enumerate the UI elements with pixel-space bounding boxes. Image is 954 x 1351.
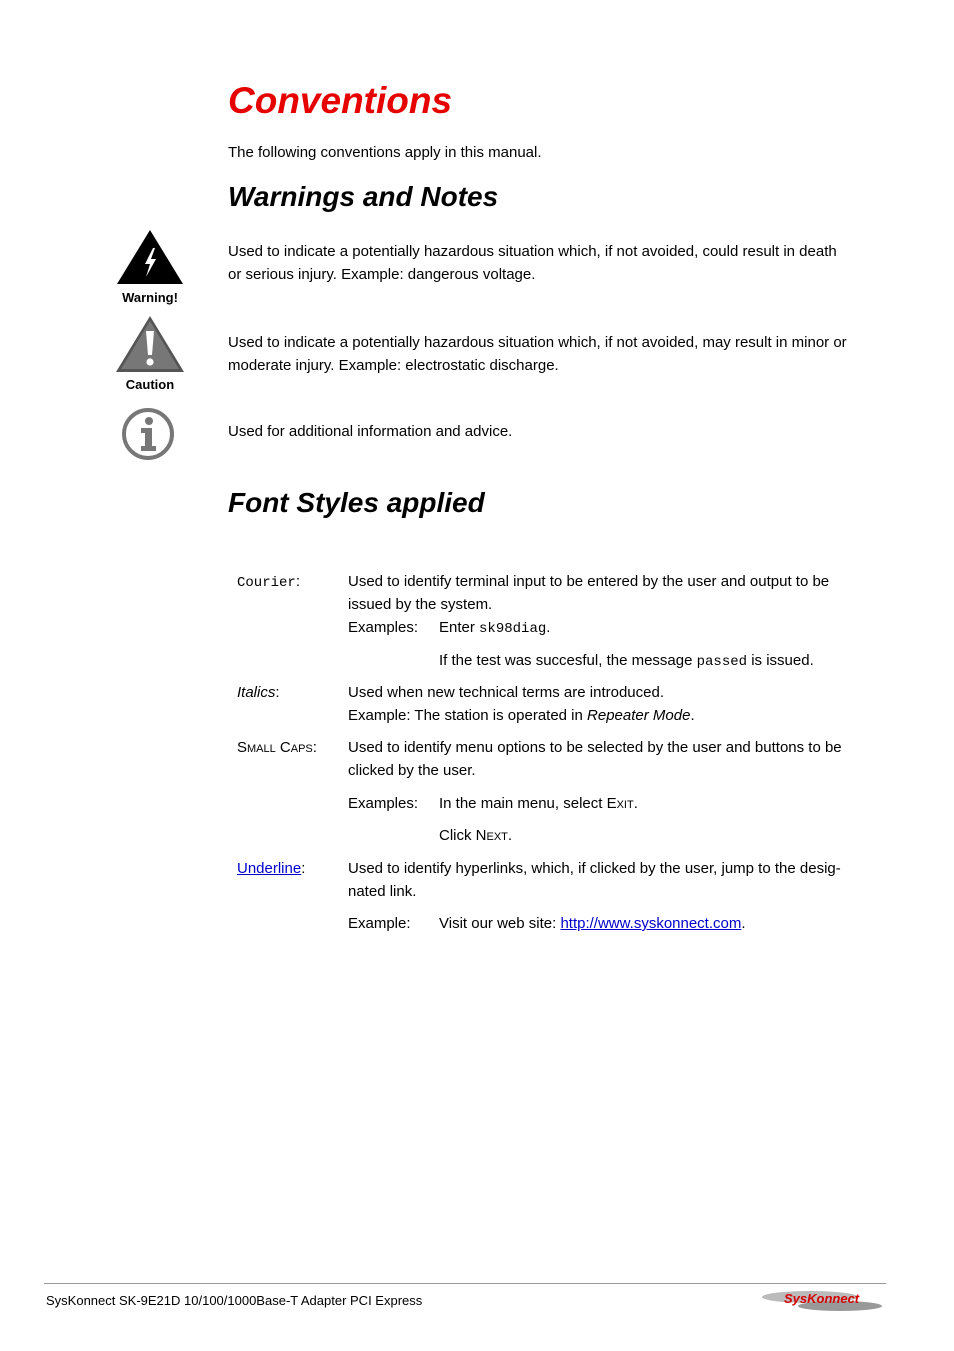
smallcaps-term: Small Caps: [237, 739, 317, 756]
courier-example-2: If the test was succesful, the message passed is issued. [439, 652, 814, 670]
footer-text: SysKonnect SK-9E21D 10/100/1000Base-T Adapter PCI Express [46, 1293, 423, 1308]
caution-icon [110, 315, 190, 373]
info-icon-block [120, 406, 176, 467]
underline-example-label: Example: [348, 915, 411, 932]
smallcaps-description: Used to identify menu options to be selected by the user and buttons to be clicked by the user. [348, 739, 842, 779]
fonts-heading: Font Styles applied [228, 487, 485, 518]
warnings-heading: Warnings and Notes [228, 181, 499, 212]
info-icon [120, 406, 176, 462]
caution-label: Caution [125, 377, 175, 392]
underline-term-link[interactable]: Underline [237, 860, 302, 877]
warning-label: Warning! [122, 290, 178, 305]
caution-text: Used to indicate a potentially hazardous situation which, if not avoided, may result in minor or moderate injury. Example: electrostatic discharge. [228, 334, 847, 374]
intro-text: The following conventions apply in this manual. [228, 144, 542, 161]
courier-description: Used to identify terminal input to be entered by the user and output to be issued by the system. [348, 573, 830, 613]
svg-text:SysKonnect: SysKonnect [784, 1291, 860, 1306]
syskonnect-logo [760, 1286, 884, 1319]
courier-example-1: Enter sk98diag. [439, 619, 551, 637]
italics-term: Italics: [237, 684, 280, 701]
smallcaps-examples-label: Examples: [348, 795, 419, 812]
warning-voltage-icon [110, 228, 190, 286]
italics-description: Used when new technical terms are introduced. Example: The station is operated in Repeater Mode. [348, 684, 695, 724]
warning-icon-block [110, 228, 190, 305]
syskonnect-website-link[interactable]: http://www.syskonnect.com [560, 915, 742, 932]
warning-text: Used to indicate a potentially hazardous situation which, if not avoided, could result in death or serious injury. Example: dangerous voltage. [228, 243, 837, 283]
smallcaps-example-2: Click Next. [439, 827, 513, 844]
footer-divider [44, 1283, 886, 1284]
underline-term: Underline: [237, 860, 306, 877]
courier-examples-label: Examples: [348, 619, 419, 636]
syskonnect-logo-icon [760, 1286, 884, 1314]
underline-example: Visit our web site: http://www.syskonnect.com. [439, 915, 746, 932]
page-title: Conventions [228, 80, 453, 121]
courier-term: Courier: [237, 573, 300, 591]
underline-description: Used to identify hyperlinks, which, if clicked by the user, jump to the desig- nated link. [348, 860, 841, 900]
smallcaps-example-1: In the main menu, select Exit. [439, 795, 638, 812]
note-text: Used for additional information and advice. [228, 423, 513, 440]
caution-icon-block [110, 315, 190, 392]
